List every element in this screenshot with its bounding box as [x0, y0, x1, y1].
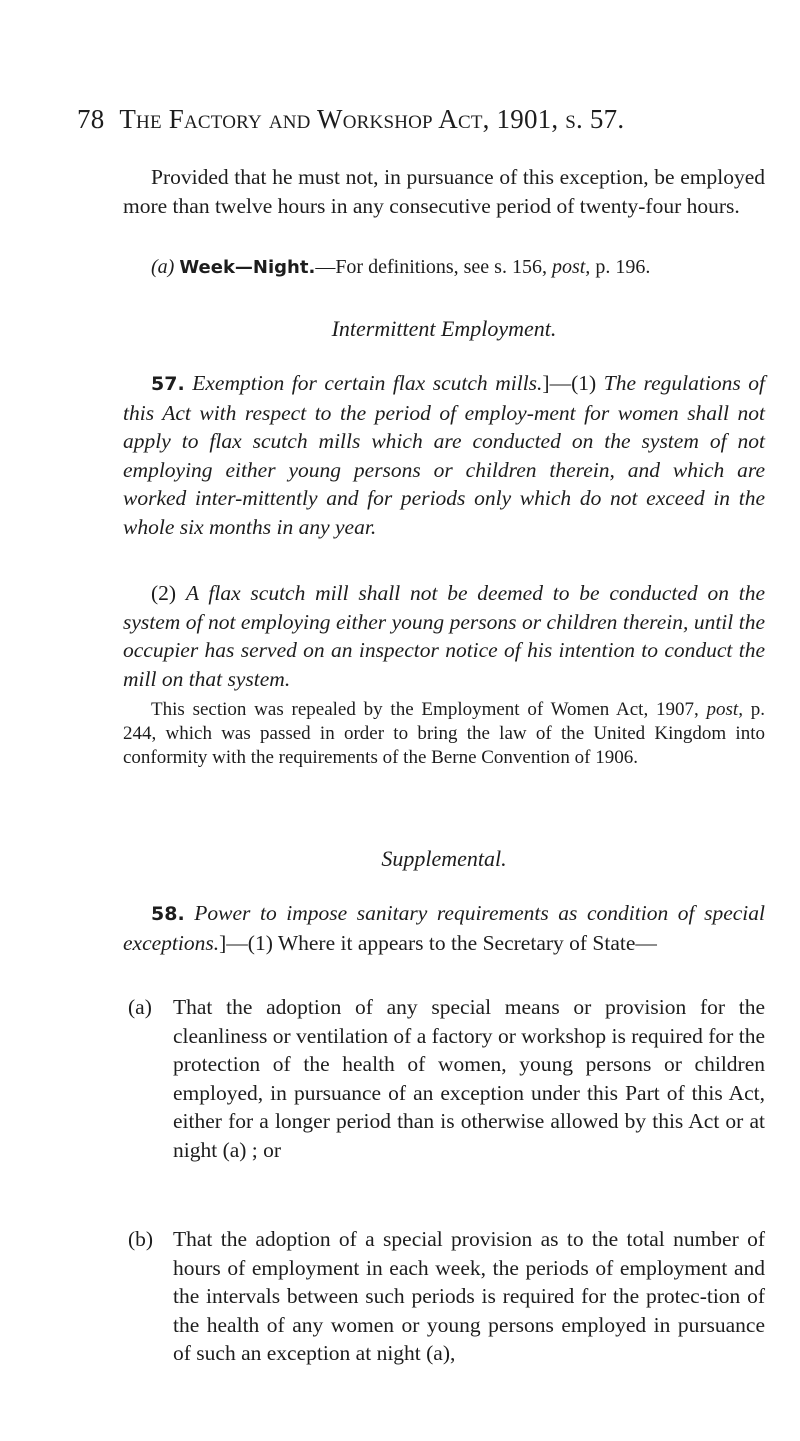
section-57-subsection-1: The regulations of this Act with respect to the period of employ-ment for women shall not apply to flax scutch mills which are conducted on the system of not employing either young persons or children therein, and which are worked inter-mittently and for periods only which do not exceed in the whole six months in any year. — [123, 371, 766, 539]
item-label: (a) — [128, 995, 152, 1019]
item-text: That the adoption of any special means or provision for the cleanliness or ventilation of a factory or workshop is required for the protection of the health of women, young persons or children employed, in pursuance of an exception under this Part of this Act, either for a longer period than is otherwise allowed by this Act or at night (a) ; or — [173, 995, 765, 1162]
section-57 — [123, 369, 765, 541]
section-marginal-title: Power to impose sanitary requirements as condition of special exceptions. — [123, 901, 765, 955]
item-label: (b) — [128, 1227, 154, 1251]
subsection-marker: (2) — [151, 581, 177, 605]
section-57-subsection-2-paragraph — [123, 579, 765, 693]
proviso-text: Provided that he must not, in pursuance of this exception, be employed more than twelve hours in any consecutive period of twenty-four hours. — [123, 165, 765, 218]
definition-note — [123, 255, 765, 280]
running-head — [77, 104, 777, 135]
heading-intermittent-employment: Intermittent Employment. — [331, 316, 557, 341]
section-57-subsection-2: A flax scutch mill shall not be deemed to be conducted on the system of not employing either young persons or children therein, until the occupier has served on an inspector notice of his intention to conduct the mill on that system. — [123, 581, 766, 691]
section-bracket: ]—(1) — [542, 371, 597, 395]
section-number: 57. — [151, 373, 185, 395]
page-number: 78 — [77, 104, 105, 134]
running-title: The Factory and Workshop Act, 1901, s. 57. — [119, 104, 625, 134]
section-marginal-title: Exemption for certain flax scutch mills. — [192, 371, 543, 395]
repeal-note-italic: post, — [706, 699, 743, 720]
note-text: —For definitions, see s. 156, — [315, 256, 547, 278]
section-58 — [123, 899, 765, 957]
section-58-intro: ]—(1) Where it appears to the Secretary of State— — [219, 930, 657, 955]
repeal-note-rest: p. 244, which was passed in order to bring the law of the United Kingdom into conformity with the requirements of the Berne Convention of 1906. — [123, 699, 766, 768]
item-text: That the adoption of a special provision as to the total number of hours of employment in each week, the periods of employment and the intervals between such periods is required for the protec-tion of the health of any women or young persons employed in pursuance of such an exception at night (a), — [173, 1227, 765, 1365]
repeal-note-text: This section was repealed by the Employment of Women Act, 1907, — [151, 699, 699, 720]
note-italic: post, — [551, 256, 591, 278]
repeal-note — [123, 698, 765, 770]
heading-supplemental: Supplemental. — [381, 846, 507, 871]
proviso-paragraph — [123, 163, 765, 220]
section-number: 58. — [151, 903, 185, 925]
defined-terms: Week—Night. — [179, 257, 316, 278]
note-marker: (a) — [151, 256, 175, 278]
note-page-ref: p. 196. — [595, 256, 651, 278]
